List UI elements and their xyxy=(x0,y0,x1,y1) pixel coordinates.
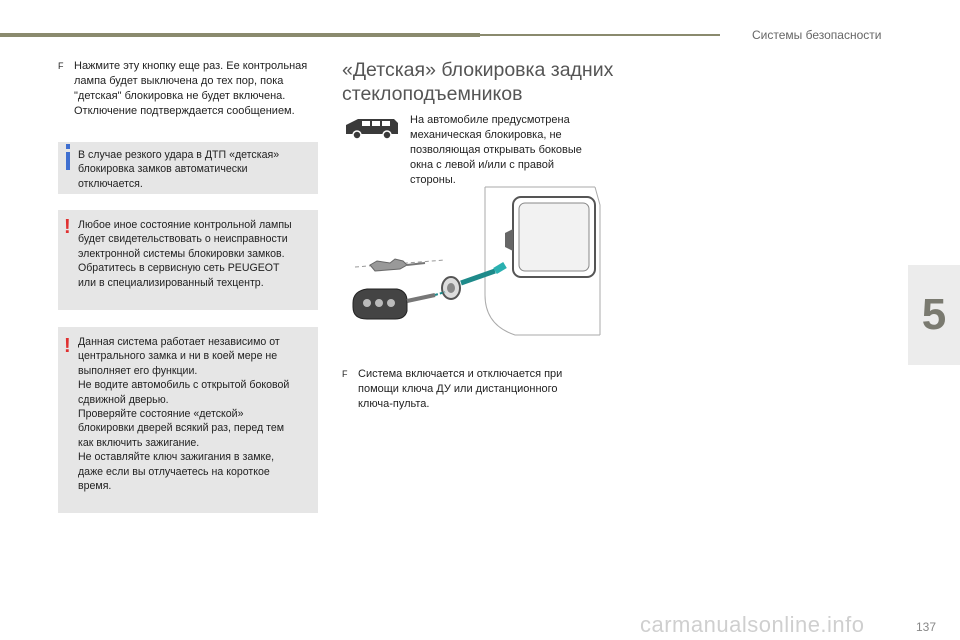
chapter-number: 5 xyxy=(921,290,947,339)
section-title: Системы безопасности xyxy=(752,28,882,42)
bullet-text: Система включается и отключается при помощи ключа ДУ или дистанционного ключа-пульта. xyxy=(358,368,563,410)
page-title: «Детская» блокировка задних стеклоподъемников xyxy=(342,59,614,105)
van-icon xyxy=(342,114,402,140)
warning-note-2-text: Данная система работает независимо от центрального замка и ни в коей мере не выполняет его функции. Не водите автомобиль с открытой боковой сдвижной дверью. Проверяйте состояние «детской» блокировки дверей всякий раз, перед тем как включить зажигание. Не оставляйте ключ зажигания в замке, даже если вы отлучаетесь на короткое время. xyxy=(78,336,290,493)
chapter-tab xyxy=(908,265,960,365)
intro-text: На автомобиле предусмотрена механическая блокировка, не позволяющая открывать боковые окна с левой и/или с правой стороны. xyxy=(410,114,582,186)
warning-note-1 xyxy=(58,210,318,310)
warning-note-1-text: Любое иное состояние контрольной лампы будет свидетельствовать о неисправности электронной системы блокировки замков. Обратитесь в сервисную сеть PEUGEOT или в специализированный техцентр. xyxy=(78,219,292,289)
warning-icon: ! xyxy=(64,216,71,238)
page-number: 137 xyxy=(915,620,936,634)
bullet-step xyxy=(342,367,602,412)
info-note xyxy=(58,142,318,194)
key-lock-illustration xyxy=(345,185,605,345)
bullet-marker: F xyxy=(58,61,64,71)
bullet-marker: F xyxy=(342,369,348,379)
info-note-text: В случае резкого удара в ДТП «детская» блокировка замков автоматически отключается. xyxy=(78,149,280,190)
info-icon xyxy=(66,144,70,170)
header-accent-bar-thin xyxy=(480,34,720,36)
watermark: carmanualsonline.info xyxy=(640,612,865,637)
bullet-step xyxy=(58,59,328,119)
warning-note-2 xyxy=(58,327,318,513)
header-accent-bar xyxy=(0,33,480,37)
warning-icon: ! xyxy=(64,335,71,357)
bullet-text: Нажмите эту кнопку еще раз. Ее контрольная лампа будет выключена до тех пор, пока "детская" блокировка не будет включена. Отключение подтверждается сообщением. xyxy=(74,60,308,117)
